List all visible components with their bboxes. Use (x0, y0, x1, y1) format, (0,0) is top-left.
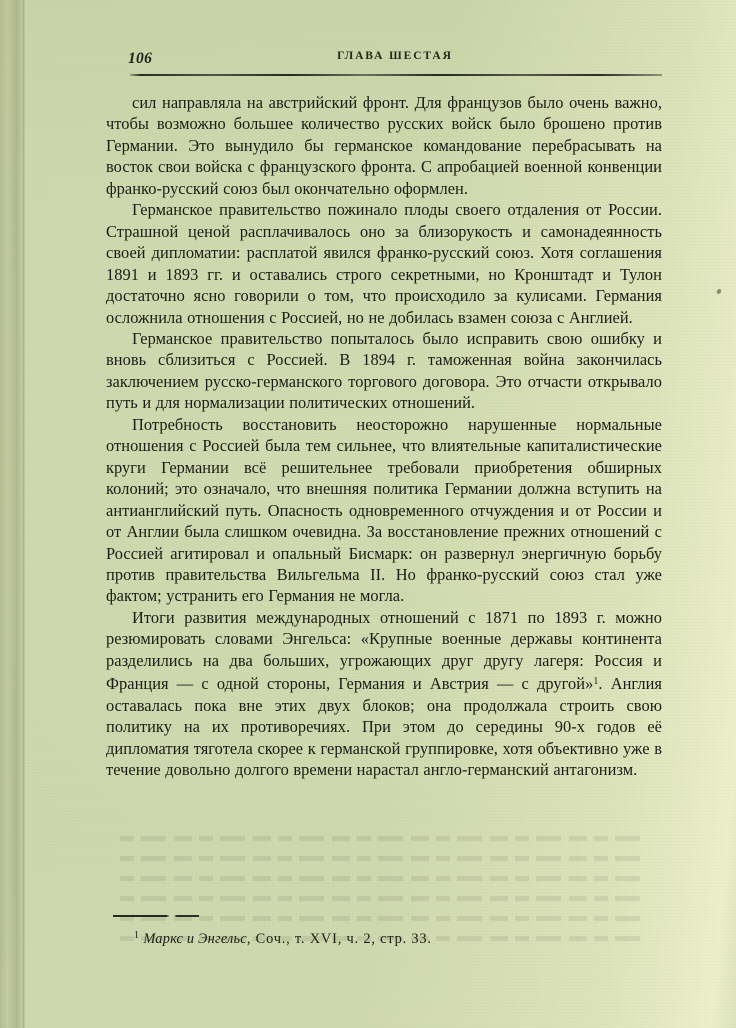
footnote-marker: 1 (134, 930, 140, 941)
binding-crease-line (22, 0, 25, 1028)
paragraph-text-after-note: . Англия оставалась пока вне этих двух блоков; она продолжала строить свою политику на их противоречиях. При этом до середины 90-х годов её дипломатия тяготела скорее к германской группировке, хотя объективно уже в течение довольно долгого времени нарастал англо-германский антагонизм. (106, 674, 663, 780)
binding-gutter-shadow (0, 0, 34, 1028)
footnote-reference: , Соч., т. XVI, ч. 2, стр. 33. (246, 931, 432, 947)
scan-speck-artifact (716, 289, 721, 295)
paragraph: Германское правительство пожинало плоды своего отдаления от России. Страшной ценой расплачивалось оно за близорукость и самонадеянность своей дипломатии: расплатой явился франко-русский союз. Хотя соглашения 1891 и 1893 гг. и оставались строго секретными, но Кронштадт и Тулон достаточно ясно говорили о том, что происходило за кулисами. Германия осложнила отношения с Россией, но не добилась взамен союза с Англией. (106, 200, 662, 327)
paragraph-with-footnote-reference (106, 607, 662, 781)
footnote-reference-marker: 1 (593, 676, 599, 688)
header-divider-rule (130, 74, 662, 76)
paragraph: Потребность восстановить неосторожно нарушенные нормальные отношения с Россией была тем сильнее, что влиятельные капиталистические круги Германии всё решительнее требовали приобретения обширных колоний; это означало, что внешняя политика Германии должна вступить на антианглийский путь. Опасность одновременного отчуждения и от России и от Англии была слишком очевидна. За восстановление прежних отношений с Россией агитировал и опальный Бисмарк: он развернул энергичную борьбу против правительства Вильгельма II. Но франко-русский союз стал уже фактом; устранить его Германия не могла. (106, 414, 662, 606)
running-head (128, 50, 662, 70)
paragraph: Германское правительство попыталось было исправить свою ошибку и вновь сблизиться с Россией. В 1894 г. таможенная война закончилась заключением русско-германского торгового договора. Это отчасти открывало путь и для нормализации политических отношений. (106, 328, 662, 413)
paragraph-text-before-note: Итоги развития международных отношений с 1871 по 1893 г. можно резюмировать словами Энгельса: «Крупные военные державы континента разделились на два больших, угрожающих друг другу лагеря: Россия и Франция — с одной стороны, Германия и Австрия — с другой» (106, 607, 662, 694)
page-number: 106 (128, 50, 153, 67)
footnote-separator-rule (113, 915, 199, 917)
body-text-block (106, 92, 662, 781)
footnote (134, 926, 614, 949)
paragraph: сил направляла на австрийский фронт. Для французов было очень важно, чтобы возможно большее количество русских войск было брошено против Германии. Это вынудило бы германское командование перебрасывать на восток свои войска с французского фронта. С апробацией военной конвенции франко-русский союз был окончательно оформлен. (106, 93, 662, 198)
chapter-running-title: ГЛАВА ШЕСТАЯ (337, 50, 453, 62)
footnote-authors: Маркс и Энгельс (143, 931, 247, 947)
